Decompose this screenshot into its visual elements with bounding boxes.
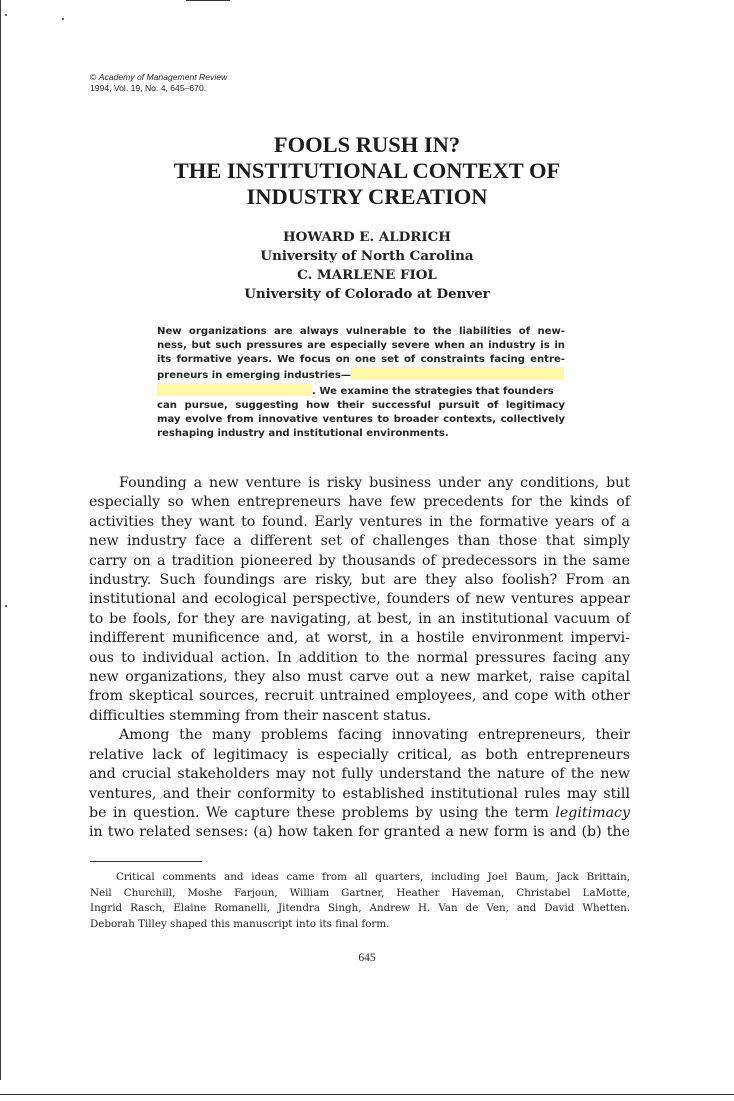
body-line: relative lack of legitimacy is especially critical, as both entrepreneurs — [89, 746, 630, 763]
body-line: from skeptical sources, recruit untrained employees, and cope with other — [89, 688, 630, 705]
text-highlight — [157, 383, 312, 396]
author-affiliation: University of North Carolina — [260, 248, 474, 264]
footnote-line: Critical comments and ideas came from all quarters, including Joel Baum, Jack Brittain, — [116, 871, 630, 883]
abstract-line: reshaping industry and institutional environments. — [157, 428, 449, 439]
body-line: difficulties stemming from their nascent status. — [89, 707, 432, 724]
footnote — [90, 870, 630, 932]
author-name: HOWARD E. ALDRICH — [283, 229, 451, 245]
author-block — [0, 228, 734, 304]
body-line-text: be in question. We capture these problems by using the term — [89, 804, 549, 821]
body-text — [89, 474, 630, 843]
title-line: INDUSTRY CREATION — [246, 184, 488, 209]
body-line: especially so when entrepreneurs have few precedents for the kinds of — [89, 494, 630, 511]
italic-term: legitimacy — [555, 804, 630, 821]
footnote-line: Neil Churchill, Moshe Farjoun, William Gartner, Heather Haveman, Christabel LaMotte, — [90, 886, 630, 899]
author-name: C. MARLENE FIOL — [297, 267, 437, 283]
abstract-line: . We examine the strategies that founders — [312, 386, 554, 397]
body-line: Founding a new venture is risky business under any conditions, but — [119, 475, 630, 491]
body-line: in two related senses: (a) how taken for granted a new form is and (b) the — [89, 824, 630, 841]
body-line: to be fools, for they are navigating, at best, in an institutional vacuum of — [89, 610, 630, 627]
body-line: ventures, and their conformity to established institutional rules may still — [89, 785, 630, 802]
page-bottom-edge — [0, 1094, 734, 1095]
title-line: THE INSTITUTIONAL CONTEXT OF — [173, 158, 561, 183]
body-line: and crucial stakeholders may not fully understand the nature of the new — [89, 766, 630, 783]
body-line: activities they want to found. Early ventures in the formative years of a — [89, 513, 630, 530]
text-highlight — [351, 367, 564, 380]
body-line: indifferent munificence and, at worst, in a hostile environment impervi- — [89, 630, 630, 647]
footnote-line: Deborah Tilley shaped this manuscript into its final form. — [90, 917, 390, 930]
abstract-line: can pursue, suggesting how their successful pursuit of legitimacy — [157, 400, 565, 411]
abstract — [157, 325, 565, 441]
journal-issue-details: 1994, Vol. 19, No. 4, 645–670. — [90, 83, 207, 93]
abstract-line: ness, but such pressures are especially severe when an industry is in — [157, 340, 565, 351]
abstract-line: may evolve from innovative ventures to broader contexts, collectively — [157, 414, 565, 425]
body-line: new industry face a different set of challenges than those that simply — [89, 533, 630, 550]
body-line: carry on a tradition pioneered by thousands of predecessors in the same — [89, 552, 630, 569]
title-line: FOOLS RUSH IN? — [273, 132, 461, 157]
page-number: 645 — [358, 952, 376, 964]
article-title — [0, 132, 734, 210]
copyright-symbol: © — [90, 72, 97, 82]
body-line-with-term — [89, 804, 630, 823]
author-affiliation: University of Colorado at Denver — [244, 286, 490, 302]
journal-citation — [90, 72, 227, 94]
footnote-rule — [90, 861, 202, 862]
journal-name: Academy of Management Review — [98, 72, 228, 82]
scan-artifact-rule — [186, 0, 230, 1]
abstract-line: its formative years. We focus on one set of constraints facing entre- — [157, 354, 565, 365]
abstract-line: preneurs in emerging industries— — [157, 370, 351, 381]
footnote-line: Ingrid Rasch, Elaine Romanelli, Jitendra Singh, Andrew H. Van de Ven, and David Whetten. — [90, 902, 630, 914]
body-line: ous to individual action. In addition to the normal pressures facing any — [89, 649, 630, 666]
body-line: industry. Such foundings are risky, but are they also foolish? From an — [89, 572, 630, 589]
body-line: new organizations, they also must carve out a new market, raise capital — [89, 669, 630, 686]
scan-speck — [5, 14, 7, 16]
body-line: Among the many problems facing innovating entrepreneurs, their — [119, 727, 630, 744]
abstract-line: New organizations are always vulnerable to the liabilities of new- — [157, 326, 565, 337]
body-line: institutional and ecological perspective, founders of new ventures appear — [89, 591, 630, 608]
scan-speck — [62, 18, 64, 20]
scan-speck — [5, 605, 7, 607]
